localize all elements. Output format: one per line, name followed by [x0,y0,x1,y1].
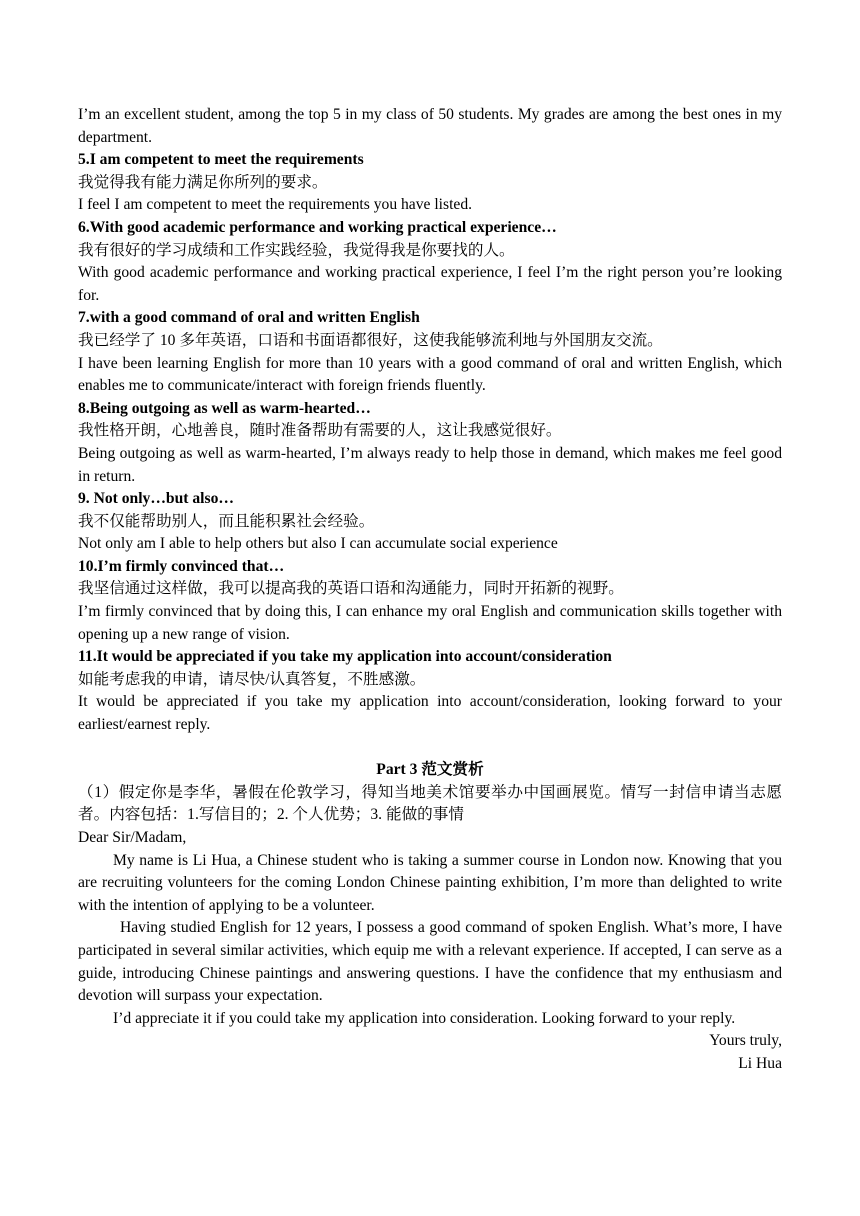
document-page [78,104,782,1076]
section-title: Part 3 范文赏析 [376,761,484,779]
item-english-6: With good academic performance and working practical experience, I feel I’m the right person you’re looking for. [78,264,782,304]
letter-salutation: Dear Sir/Madam, [78,829,187,846]
section-spacer [78,737,782,760]
item-english-9: Not only am I able to help others but also I can accumulate social experience [78,535,558,553]
item-chinese-7: 我已经学了 10 多年英语，口语和书面语都很好，这使我能够流利地与外国朋友交流。 [78,331,663,349]
letter-paragraph-1: My name is Li Hua, a Chinese student who is taking a summer course in London now. Knowing that you are recruiting volunteers for the coming London Chinese painting exhibition, I’m more than delighted to write with the intention of applying to be a volunteer. [78,851,782,914]
letter-paragraph-3: I’d appreciate it if you could take my application into consideration. Looking forward to your reply. [113,1009,736,1027]
item-english-8: Being outgoing as well as warm-hearted, I’m always ready to help those in demand, which makes me feel good in return. [78,444,782,485]
letter-signature: Li Hua [738,1054,782,1072]
item-heading-8: 8.Being outgoing as well as warm-hearted… [78,399,371,417]
item-english-7: I have been learning English for more than 10 years with a good command of oral and written English, which enables me to communicate/interact with foreign friends fluently. [78,354,782,395]
intro-paragraph: I’m an excellent student, among the top 5 in my class of 50 students. My grades are among the best ones in my department. [78,106,782,146]
item-heading-7: 7.with a good command of oral and written English [78,309,420,327]
item-heading-11: 11.It would be appreciated if you take my application into account/consideration [78,648,612,666]
letter-paragraph-2: Having studied English for 12 years, I possess a good command of spoken English. What’s more, I have participated in several similar activities, which equip me with a relevant experience. If accepted, I can serve as a guide, introducing Chinese paintings and answering questions. I have the confidence that my enthusiasm and devotion will surpass your expectation. [78,919,782,1005]
item-english-10: I’m firmly convinced that by doing this, I can enhance my oral English and communication skills together with opening up a new range of vision. [78,603,782,643]
item-chinese-8: 我性格开朗，心地善良，随时准备帮助有需要的人，这让我感觉很好。 [78,422,562,440]
item-chinese-11: 如能考虑我的申请，请尽快/认真答复，不胜感激。 [78,670,426,688]
item-chinese-10: 我坚信通过这样做，我可以提高我的英语口语和沟通能力，同时开拓新的视野。 [78,580,624,598]
item-chinese-9: 我不仅能帮助别人，而且能积累社会经验。 [78,512,375,530]
item-english-5: I feel I am competent to meet the requirements you have listed. [78,196,473,214]
item-english-11: It would be appreciated if you take my application into account/consideration, looking forward to your earliest/earnest reply. [78,693,782,734]
item-heading-5: 5.I am competent to meet the requirements [78,151,364,169]
item-chinese-6: 我有很好的学习成绩和工作实践经验，我觉得我是你要找的人。 [78,241,515,259]
item-heading-10: 10.I’m firmly convinced that… [78,557,285,575]
item-chinese-5: 我觉得我有能力满足你所列的要求。 [78,173,328,191]
item-heading-6: 6.With good academic performance and working practical experience… [78,218,557,236]
item-heading-9: 9. Not only…but also… [78,490,234,508]
letter-closing: Yours truly, [709,1032,782,1050]
task-prompt: （1）假定你是李华，暑假在伦敦学习，得知当地美术馆要举办中国画展览。情写一封信申请当志愿者。内容包括：1.写信目的；2. 个人优势；3. 能做的事情 [78,783,782,824]
